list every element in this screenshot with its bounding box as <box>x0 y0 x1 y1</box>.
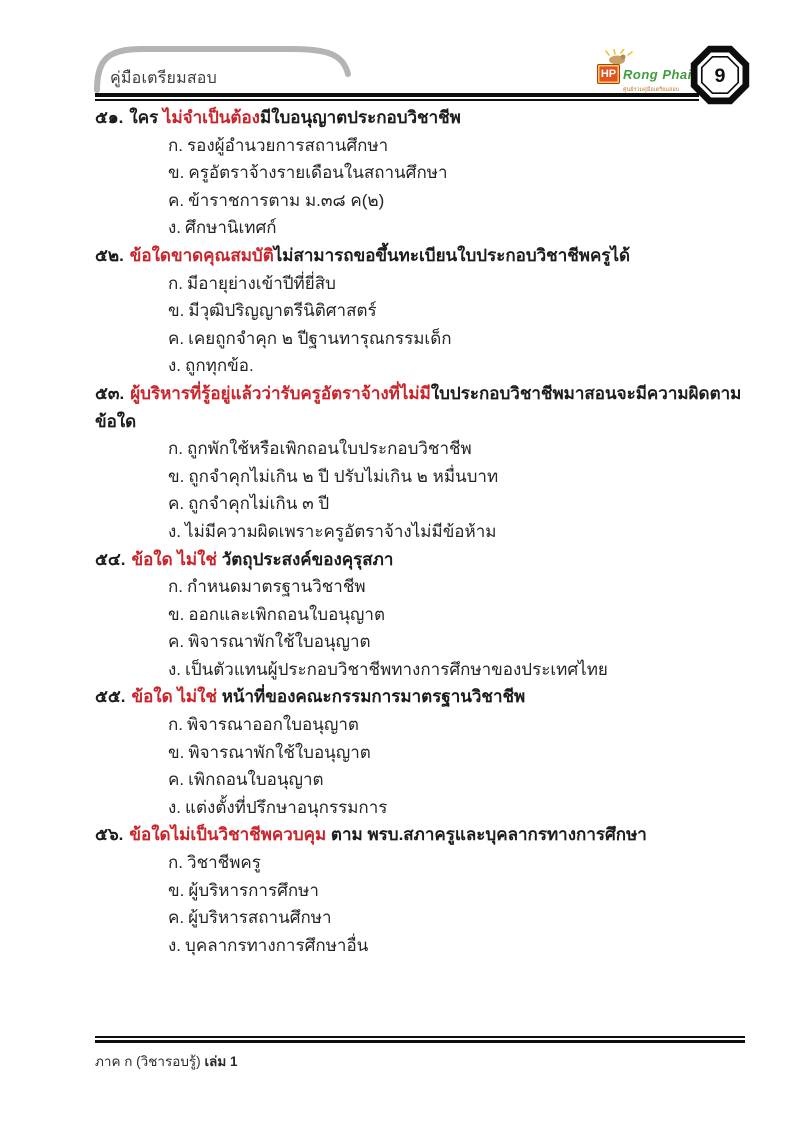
question-text: ใคร <box>129 108 163 127</box>
answer-option <box>168 877 745 905</box>
question-text: ตาม พรบ.สภาครูและบุคลากรทางการศึกษา <box>326 825 647 845</box>
question-segments <box>129 825 646 844</box>
answer-option <box>168 794 745 822</box>
header-rule-thick <box>95 93 699 97</box>
answer-option <box>168 601 745 629</box>
question-title <box>95 104 745 132</box>
question-number: ๕๕. <box>95 687 126 707</box>
option-text: ถูกพักใช้หรือเพิกถอนใบประกอบวิชาชีพ <box>187 439 472 459</box>
option-text: ไม่มีความผิดเพราะครูอัตราจ้างไม่มีข้อห้าม <box>185 521 497 541</box>
option-letter: ก. <box>168 577 184 597</box>
answer-option <box>168 463 745 491</box>
brand-tagline: ศูนย์รวมคู่มือเตรียมสอบ <box>623 87 680 93</box>
option-letter: ค. <box>168 494 185 514</box>
answer-option <box>168 297 745 325</box>
question-segments <box>131 687 525 706</box>
question-block <box>95 546 745 684</box>
answer-option <box>168 656 745 684</box>
answer-option <box>168 573 745 601</box>
question-title <box>95 821 745 849</box>
option-text: ครูอัตราจ้างรายเดือนในสถานศึกษา <box>188 163 448 183</box>
header-rule <box>95 93 699 101</box>
answer-options <box>95 849 745 959</box>
brand-name: Rong Phai <box>623 66 692 82</box>
question-title <box>95 546 745 574</box>
logo-row <box>597 64 692 84</box>
answer-options <box>95 435 745 545</box>
option-text: พิจารณาพักใช้ใบอนุญาต <box>188 632 371 652</box>
brand-logo <box>597 50 697 92</box>
question-title <box>95 683 745 711</box>
answer-option <box>168 435 745 463</box>
option-letter: ง. <box>168 218 182 238</box>
page-number-badge <box>690 45 750 105</box>
option-text: เป็นตัวแทนผู้ประกอบวิชาชีพทางการศึกษาของประเทศไทย <box>185 659 608 679</box>
question-segments <box>129 108 461 127</box>
answer-option <box>168 490 745 518</box>
option-letter: ก. <box>168 439 184 459</box>
question-text: ไม่สามารถขอขึ้นทะเบียนใบประกอบวิชาชีพครูได้ <box>273 245 631 265</box>
option-text: ออกและเพิกถอนใบอนุญาต <box>188 604 386 624</box>
option-text: เพิกถอนใบอนุญาต <box>188 770 324 790</box>
answer-option <box>168 352 745 380</box>
answer-option <box>168 159 745 187</box>
option-letter: ง. <box>168 356 182 376</box>
answer-option <box>168 739 745 767</box>
footer-section-label: ภาค ก (วิชารอบรู้) <box>95 1054 205 1069</box>
question-segments <box>95 384 741 431</box>
option-text: เคยถูกจำคุก ๒ ปีฐานทารุณกรรมเด็ก <box>188 328 452 348</box>
option-letter: ข. <box>168 466 185 486</box>
option-letter: ง. <box>168 797 182 817</box>
footer-rule-thin <box>95 1036 745 1038</box>
answer-option <box>168 849 745 877</box>
question-highlight-text: ข้อใดไม่เป็นวิชาชีพควบคุม <box>129 825 327 845</box>
option-text: ถูกจำคุกไม่เกิน ๓ ปี <box>188 494 330 514</box>
answer-options <box>95 132 745 242</box>
hp-logo-mark: HP <box>597 64 620 84</box>
answer-option <box>168 325 745 353</box>
answer-option <box>168 132 745 160</box>
option-letter: ง. <box>168 935 182 955</box>
option-text: ข้าราชการตาม ม.๓๘ ค(๒) <box>188 190 385 210</box>
question-number: ๕๓. <box>95 383 125 403</box>
question-block <box>95 104 745 242</box>
answer-option <box>168 711 745 739</box>
option-letter: ข. <box>168 742 185 762</box>
answer-option <box>168 904 745 932</box>
option-letter: ก. <box>168 715 184 735</box>
option-text: มีวุฒิปริญญาตรีนิติศาสตร์ <box>188 301 377 321</box>
question-number: ๕๒. <box>95 245 124 265</box>
option-text: ถูกทุกข้อ. <box>185 356 254 376</box>
option-letter: ค. <box>168 328 185 348</box>
answer-options <box>95 573 745 683</box>
answer-options <box>95 270 745 380</box>
option-letter: ค. <box>168 190 185 210</box>
question-text: หน้าที่ของคณะกรรมการมาตรฐานวิชาชีพ <box>221 687 526 707</box>
question-block <box>95 821 745 959</box>
question-highlight-text: ข้อใด ไม่ใช่ <box>131 687 222 707</box>
option-text: วิชาชีพครู <box>187 853 261 873</box>
answer-option <box>168 270 745 298</box>
answer-option <box>168 932 745 960</box>
footer-rule-thick <box>95 1040 745 1043</box>
option-text: ผู้บริหารสถานศึกษา <box>188 908 332 928</box>
questions <box>95 104 745 959</box>
question-highlight-text: ผู้บริหารที่รู้อยู่แล้วว่ารับครูอัตราจ้างที่ไม่มี <box>130 383 431 403</box>
option-text: ศึกษานิเทศก์ <box>185 218 277 238</box>
footer-rule <box>95 1036 745 1043</box>
question-block <box>95 242 745 380</box>
option-text: มีอายุย่างเข้าปีที่ยี่สิบ <box>187 273 336 293</box>
option-letter: ข. <box>168 301 185 321</box>
option-letter: ค. <box>168 908 185 928</box>
mascot-icon <box>603 49 637 65</box>
question-text: ใบประกอบวิชาชีพมาสอนจะมีความผิดตามข้อใด <box>95 383 742 431</box>
option-text: รองผู้อำนวยการสถานศึกษา <box>187 135 389 155</box>
option-text: ถูกจำคุกไม่เกิน ๒ ปี ปรับไม่เกิน ๒ หมื่นบาท <box>188 466 499 486</box>
question-text: มีใบอนุญาตประกอบวิชาชีพ <box>259 108 461 127</box>
question-number: ๕๖. <box>95 825 124 845</box>
option-letter: ก. <box>168 853 184 873</box>
answer-option <box>168 214 745 242</box>
question-highlight-text: ข้อใดขาดคุณสมบัติ <box>129 245 274 265</box>
answer-option <box>168 187 745 215</box>
header-rule-thin <box>95 99 699 101</box>
option-letter: ค. <box>168 770 185 790</box>
answer-option <box>168 766 745 794</box>
question-block <box>95 380 745 546</box>
option-text: ผู้บริหารการศึกษา <box>188 880 319 900</box>
option-text: พิจารณาพักใช้ใบอนุญาต <box>188 742 371 762</box>
option-letter: ก. <box>168 273 184 293</box>
question-number: ๕๔. <box>95 549 126 569</box>
answer-option <box>168 628 745 656</box>
question-title <box>95 380 745 435</box>
option-letter: ก. <box>168 135 184 155</box>
option-letter: ข. <box>168 604 185 624</box>
option-text: บุคลากรทางการศึกษาอื่น <box>185 935 369 955</box>
question-highlight-text: ข้อใด ไม่ใช่ <box>131 549 222 569</box>
answer-option <box>168 518 745 546</box>
question-segments <box>131 550 393 569</box>
option-text: แต่งตั้งที่ปรึกษาอนุกรรมการ <box>185 797 388 817</box>
page-number: 9 <box>714 65 726 88</box>
option-letter: ข. <box>168 880 185 900</box>
answer-options <box>95 711 745 821</box>
question-segments <box>130 246 630 265</box>
document-title: คู่มือเตรียมสอบ <box>110 70 217 87</box>
question-block <box>95 683 745 821</box>
option-letter: ง. <box>168 659 182 679</box>
option-text: กำหนดมาตรฐานวิชาชีพ <box>187 577 366 597</box>
option-letter: ข. <box>168 163 185 183</box>
footer-volume-label: เล่ม 1 <box>204 1054 238 1069</box>
question-title <box>95 242 745 270</box>
question-highlight-text: ไม่จำเป็นต้อง <box>162 108 260 127</box>
option-text: พิจารณาออกใบอนุญาต <box>187 715 359 735</box>
question-text: วัตถุประสงค์ของคุรุสภา <box>221 549 394 569</box>
option-letter: ง. <box>168 521 182 541</box>
footer-caption <box>95 1050 237 1072</box>
question-number: ๕๑. <box>95 108 124 127</box>
option-letter: ค. <box>168 632 185 652</box>
